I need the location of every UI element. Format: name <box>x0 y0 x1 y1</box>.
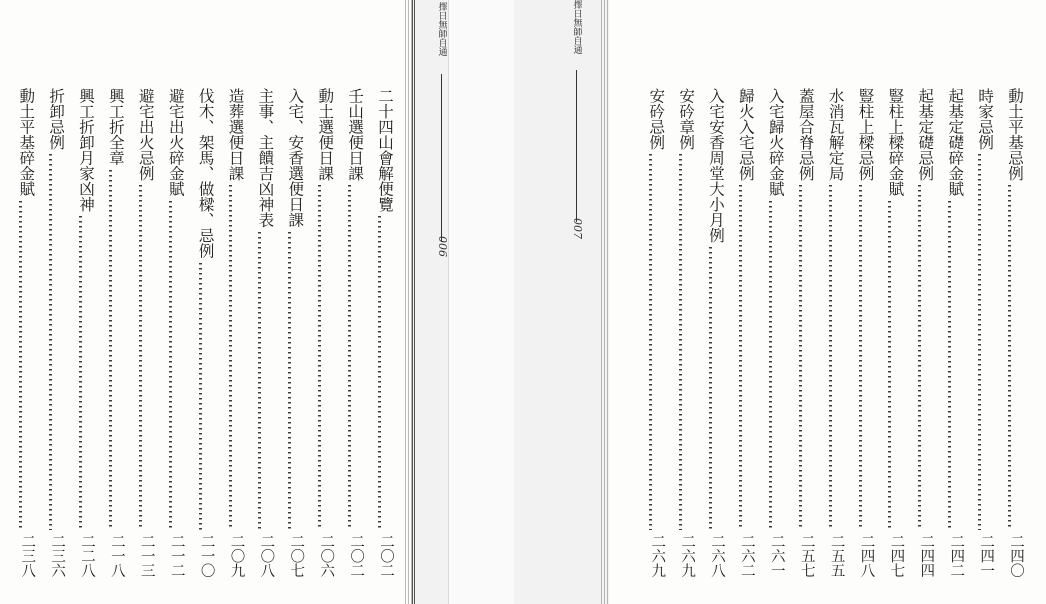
toc-entry-title: 入宅安香周堂大小月例 <box>707 88 725 243</box>
leader-dots <box>79 216 82 530</box>
toc-entry <box>996 88 1024 598</box>
toc-entry <box>306 88 334 598</box>
leader-dots <box>378 216 381 530</box>
leader-dots <box>1008 185 1011 530</box>
running-header-right: 擇日無師自通 <box>571 0 582 54</box>
toc-entry <box>37 88 65 598</box>
toc-entry-title: 蓋屋合脊忌例 <box>796 88 815 181</box>
toc-entry <box>187 88 215 598</box>
center-gutter <box>448 0 516 604</box>
leader-dots <box>109 170 112 531</box>
toc-entry-title: 動土選便日課 <box>316 88 335 181</box>
toc-entry <box>667 88 695 598</box>
toc-entry <box>757 88 785 598</box>
toc-entry-page-number: 二〇九 <box>228 534 245 578</box>
leader-dots <box>829 185 832 530</box>
toc-entry-title: 伐木、架馬、做樑、忌例 <box>196 88 215 259</box>
toc-entry-page-number: 二四〇 <box>1008 534 1024 578</box>
toc-entry <box>336 88 364 598</box>
leader-dots <box>169 201 172 531</box>
left-gutter <box>412 0 451 604</box>
page-edge-lines <box>601 0 609 604</box>
toc-entry-page-number: 二四四 <box>918 534 935 578</box>
toc-entry <box>7 88 35 598</box>
toc-entry-page-number: 二五七 <box>798 534 815 578</box>
toc-entry <box>876 88 904 598</box>
toc-entry-page-number: 二六一 <box>768 534 785 578</box>
toc-entry-title: 入宅歸火碎金賦 <box>766 88 785 197</box>
leader-dots <box>19 201 22 531</box>
toc-entry <box>276 88 304 598</box>
toc-entry-title: 安砛章例 <box>677 88 696 150</box>
toc-entry-page-number: 二〇二 <box>348 534 365 578</box>
right-gutter <box>514 0 609 604</box>
leader-dots <box>318 185 321 530</box>
toc-entry <box>966 88 994 598</box>
toc-entry-title: 折卸忌例 <box>47 88 66 150</box>
toc-entry-page-number: 二四七 <box>888 534 905 578</box>
toc-entry-page-number: 二〇八 <box>258 534 275 578</box>
toc-entry-title: 興工折卸月家凶神 <box>77 88 95 212</box>
leader-dots <box>888 201 891 531</box>
toc-entry-page-number: 二六九 <box>649 534 666 578</box>
leader-dots <box>769 201 772 531</box>
toc-entry-page-number: 二一三 <box>138 534 155 578</box>
folio-left: 006 <box>436 236 449 257</box>
toc-entry-title: 避宅出火忌例 <box>136 88 155 181</box>
toc-entry <box>67 88 95 598</box>
toc-entry <box>217 88 245 598</box>
running-header-left: 擇日無師自通 <box>436 2 447 56</box>
toc-entry <box>637 88 665 598</box>
leader-dots <box>348 185 351 530</box>
toc-entry-page-number: 二三六 <box>49 534 66 578</box>
toc-entry-page-number: 二〇二 <box>378 534 394 578</box>
leader-dots <box>139 185 142 530</box>
header-rule-right <box>576 70 577 222</box>
leader-dots <box>859 185 862 530</box>
toc-entry-title: 起基定礎忌例 <box>916 88 935 181</box>
leader-dots <box>649 154 652 530</box>
toc-entry-title: 動土平基忌例 <box>1006 88 1024 181</box>
toc-entry <box>127 88 155 598</box>
toc-entry-page-number: 二四二 <box>948 534 965 578</box>
leader-dots <box>799 185 802 530</box>
toc-entry-page-number: 二〇七 <box>288 534 305 578</box>
folio-right: 007 <box>571 218 584 239</box>
leader-dots <box>49 154 52 530</box>
toc-entry-title: 安砛忌例 <box>647 88 666 150</box>
toc-entry-title: 主事、主饋吉凶神表 <box>256 88 275 228</box>
toc-entry-title: 造葬選便日課 <box>226 88 245 181</box>
leader-dots <box>978 154 981 530</box>
toc-entry-page-number: 二一八 <box>108 534 125 578</box>
toc-entry <box>246 88 274 598</box>
toc-entry-page-number: 二五五 <box>828 534 845 578</box>
toc-entry-title: 起基定礎碎金賦 <box>946 88 965 197</box>
toc-entry-title: 壬山選便日課 <box>346 88 365 181</box>
leader-dots <box>948 201 951 531</box>
toc-entry-title: 二十四山會解便覽 <box>376 88 394 212</box>
page-edge-lines <box>405 0 413 604</box>
toc-entry <box>936 88 964 598</box>
leader-dots <box>709 247 712 530</box>
toc-entry <box>817 88 845 598</box>
toc-entry <box>697 88 725 598</box>
leader-dots <box>739 185 742 530</box>
leader-dots <box>199 263 202 531</box>
toc-entry <box>787 88 815 598</box>
toc-entry-page-number: 二一二 <box>168 534 185 578</box>
toc-entry-page-number: 二四八 <box>858 534 875 578</box>
toc-entry-title: 時家忌例 <box>976 88 995 150</box>
toc-entry <box>727 88 755 598</box>
toc-entry-page-number: 二六二 <box>738 534 755 578</box>
toc-entry-title: 動土平基碎金賦 <box>17 88 36 197</box>
toc-entry-page-number: 二六九 <box>679 534 696 578</box>
toc-entry <box>847 88 875 598</box>
toc-entry-title: 豎柱上樑忌例 <box>856 88 875 181</box>
toc-entry-page-number: 二六八 <box>709 534 725 578</box>
toc-entry-page-number: 二一〇 <box>198 534 215 578</box>
leader-dots <box>258 232 261 531</box>
leader-dots <box>918 185 921 530</box>
toc-entry-title: 豎柱上樑碎金賦 <box>886 88 905 197</box>
toc-entry <box>97 88 125 598</box>
toc-entry <box>157 88 185 598</box>
leader-dots <box>288 232 291 531</box>
toc-entry-title: 興工折全章 <box>106 88 125 166</box>
leader-dots <box>229 185 232 530</box>
toc-entry-title: 避宅出火碎金賦 <box>166 88 185 197</box>
toc-entry-page-number: 二四一 <box>978 534 995 578</box>
toc-entry-page-number: 二二八 <box>79 534 95 578</box>
toc-entry <box>906 88 934 598</box>
toc-entry-page-number: 二三八 <box>19 534 36 578</box>
toc-entry <box>366 88 394 598</box>
leader-dots <box>679 154 682 530</box>
header-rule-left <box>441 74 442 242</box>
toc-entry-title: 水消瓦解定局 <box>826 88 845 181</box>
toc-entry-title: 歸火入宅忌例 <box>736 88 755 181</box>
toc-entry-title: 入宅、安香選便日課 <box>286 88 305 228</box>
toc-entry-page-number: 二〇六 <box>318 534 335 578</box>
